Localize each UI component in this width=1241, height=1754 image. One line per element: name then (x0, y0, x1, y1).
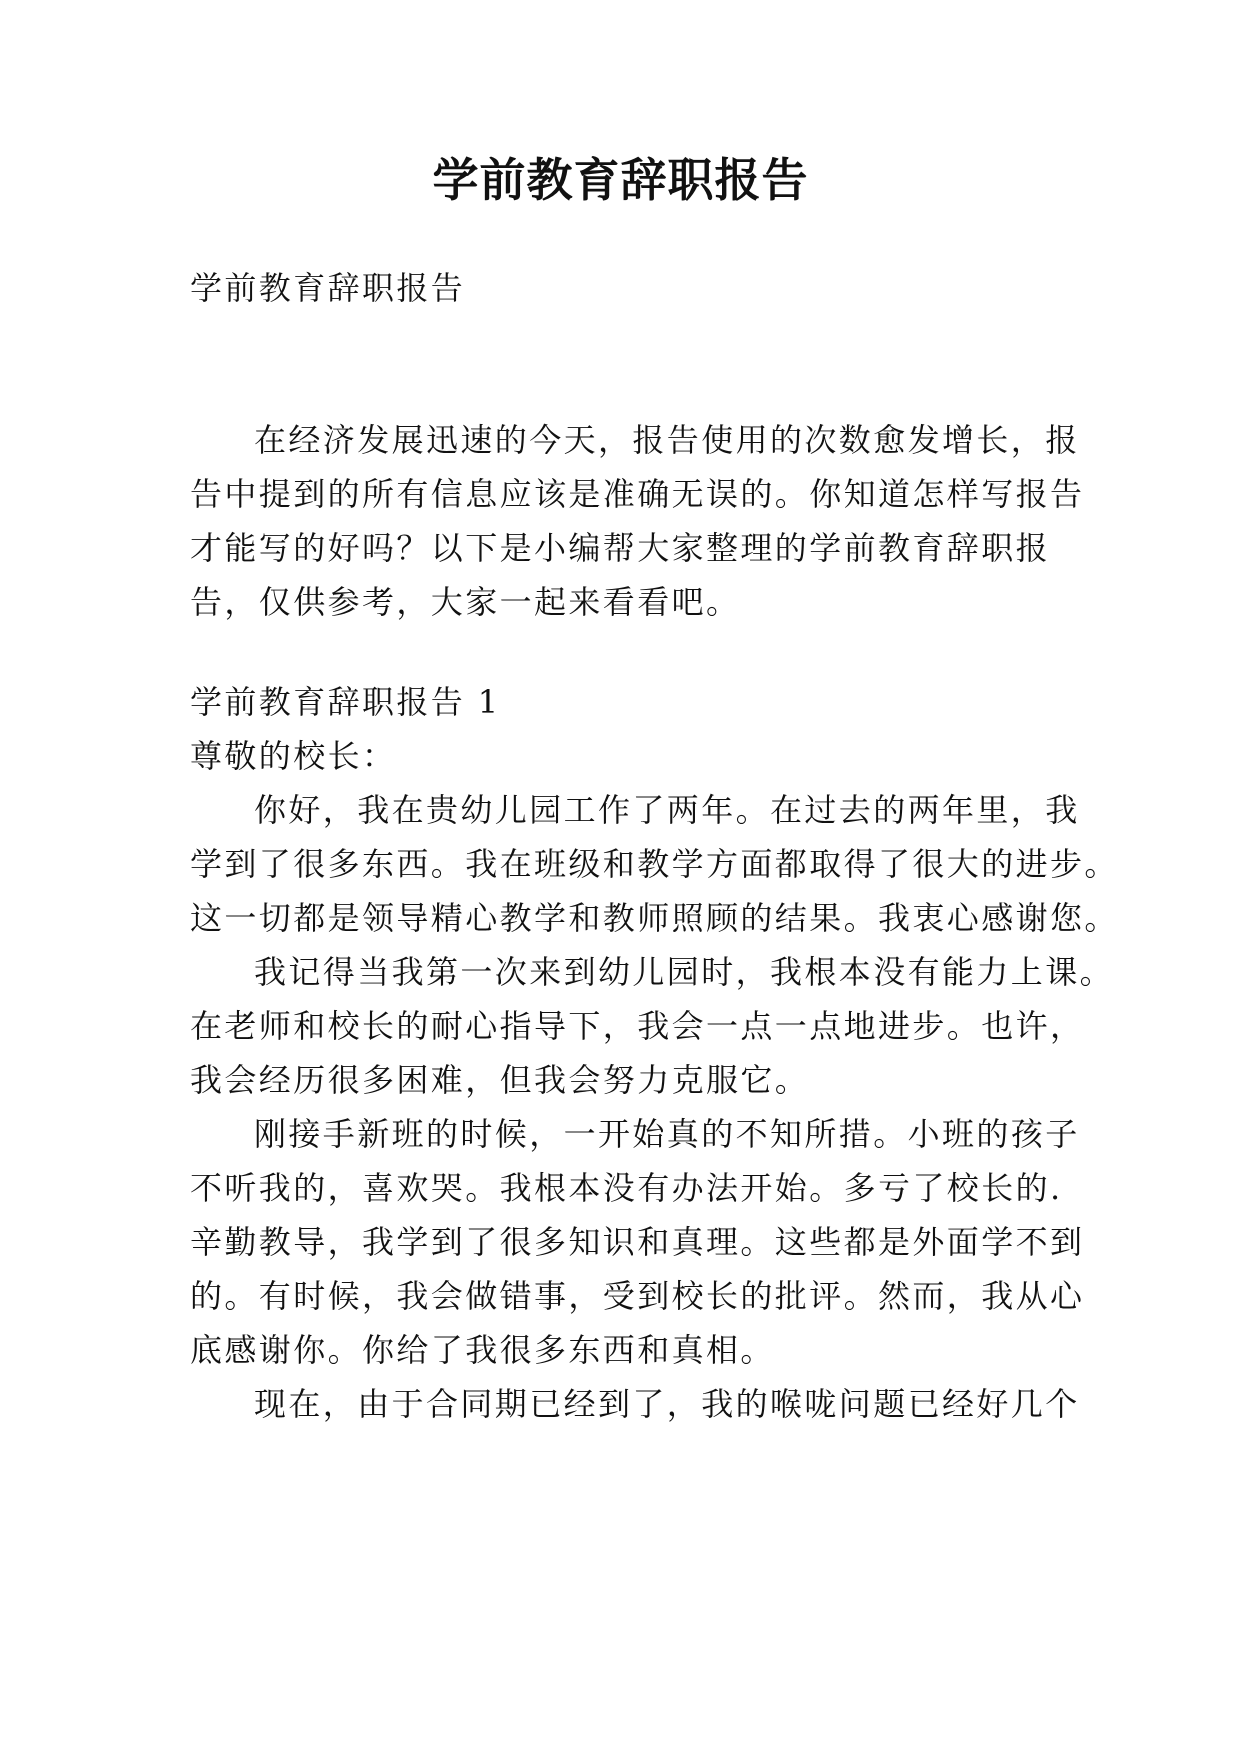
paragraph-1-line: 学到了很多东西。我在班级和教学方面都取得了很大的进步。 (190, 845, 1119, 883)
paragraph-1-line: 你好，我在贵幼儿园工作了两年。在过去的两年里，我 (254, 791, 1080, 829)
paragraph-2-line: 我会经历很多困难，但我会努力克服它。 (190, 1061, 810, 1099)
intro-line: 在经济发展迅速的今天，报告使用的次数愈发增长，报 (254, 421, 1080, 459)
paragraph-3-line: 不听我的，喜欢哭。我根本没有办法开始。多亏了校长的. (190, 1169, 1063, 1207)
document-title: 学前教育辞职报告 (432, 153, 809, 207)
salutation: 尊敬的校长： (190, 737, 397, 775)
intro-line: 告，仅供参考，大家一起来看看吧。 (190, 583, 741, 621)
paragraph-3-line: 辛勤教导，我学到了很多知识和真理。这些都是外面学不到 (190, 1223, 1085, 1261)
document-subtitle: 学前教育辞职报告 (190, 269, 466, 307)
paragraph-4-line: 现在，由于合同期已经到了，我的喉咙问题已经好几个 (254, 1385, 1080, 1423)
paragraph-3-line: 刚接手新班的时候，一开始真的不知所措。小班的孩子 (254, 1115, 1080, 1153)
intro-line: 告中提到的所有信息应该是准确无误的。你知道怎样写报告 (190, 475, 1085, 513)
paragraph-3-line: 底感谢你。你给了我很多东西和真相。 (190, 1331, 775, 1369)
paragraph-2-line: 我记得当我第一次来到幼儿园时，我根本没有能力上课。 (254, 953, 1115, 991)
paragraph-1-line: 这一切都是领导精心教学和教师照顾的结果。我衷心感谢您。 (190, 899, 1119, 937)
intro-line: 才能写的好吗？以下是小编帮大家整理的学前教育辞职报 (190, 529, 1051, 567)
paragraph-3-line: 的。有时候，我会做错事，受到校长的批评。然而，我从心 (190, 1277, 1085, 1315)
paragraph-2-line: 在老师和校长的耐心指导下，我会一点一点地进步。也许， (190, 1007, 1085, 1045)
section-heading: 学前教育辞职报告 1 (190, 683, 501, 721)
